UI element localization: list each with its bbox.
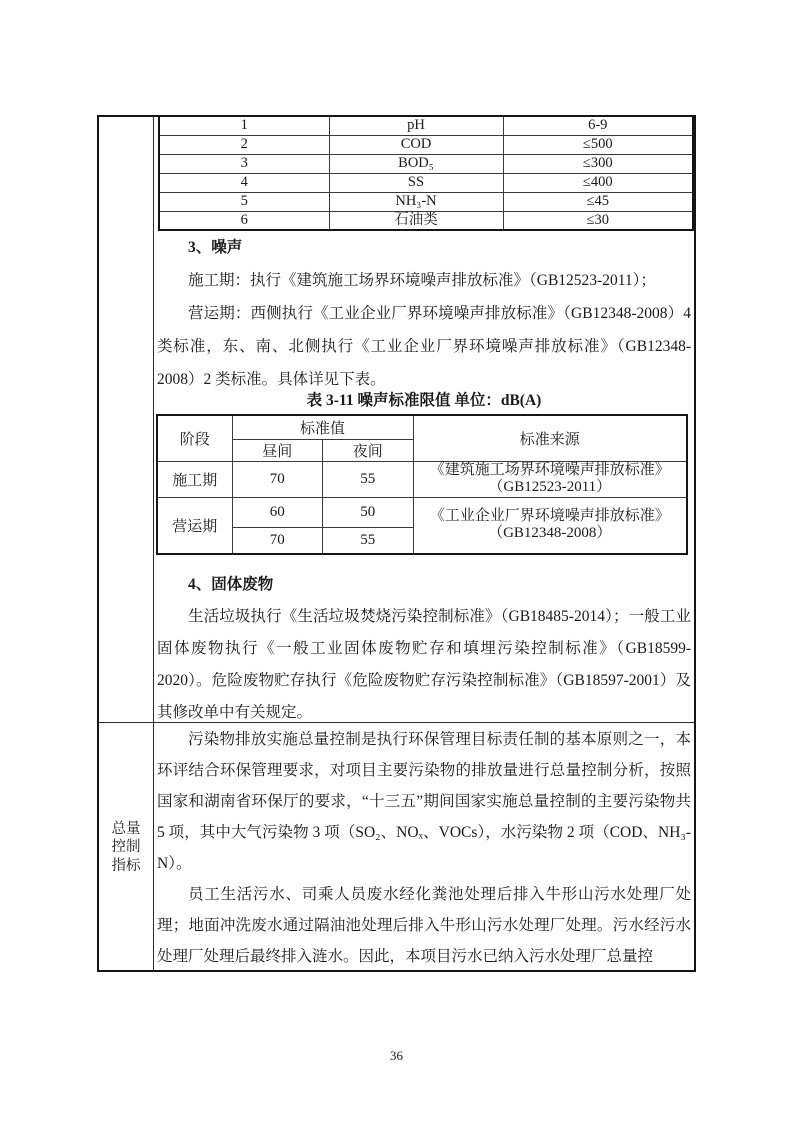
noise-standards-table: [156, 414, 688, 555]
ws-row-param: NH₃-N: [329, 192, 503, 211]
total-control-paragraph-2: 员工生活污水、司乘人员废水经化粪池处理后排入牛形山污水处理厂处理；地面冲洗废水通过隔油池处理后排入牛形山污水处理厂处理。污水经污水处理厂处理后最终排入涟水。因此，本项目污水已纳入污水处理厂总量控: [157, 886, 691, 965]
page-number: 36: [390, 1048, 403, 1063]
noise-operation-paragraph: 营运期：西侧执行《工业企业厂界环境噪声排放标准》（GB12348-2008）4 类标准，东、南、北侧执行《工业企业厂界环境噪声排放标准》（GB12348-2008）2 类标准。具体详见下表。: [157, 305, 691, 388]
table-row: [159, 116, 693, 135]
noise-table-title: 表 3-11 噪声标准限值 单位：dB(A): [306, 392, 542, 409]
ws-row-no: 5: [159, 192, 329, 211]
total-control-content-cell: [154, 723, 694, 972]
noise-construction-paragraph: 施工期：执行《建筑施工场界环境噪声排放标准》（GB12523-2011）；: [188, 272, 656, 289]
table-row: [159, 192, 693, 211]
nt-header-value: 标准值: [232, 415, 413, 439]
table-row: [159, 135, 693, 154]
wastewater-limits-table: [158, 115, 694, 231]
ws-row-no: 2: [159, 135, 329, 154]
sidebar-cell-empty: [99, 117, 154, 723]
nt-source-operation: 《工业企业厂界环境噪声排放标准》（GB12348-2008）: [413, 497, 687, 554]
nt-header-day: 昼间: [232, 439, 323, 461]
total-control-paragraph-1: 污染物排放实施总量控制是执行环保管理目标责任制的基本原则之一，本环评结合环保管理要求，对项目主要污染物的排放量进行总量控制分析，按照国家和湖南省环保厅的要求，“十三五”期间国家实施总量控制的主要污染物共 5 项，其中大气污染物 3 项（SO₂、NOₓ、VOCs），水污染物 2 项（COD、NH₃-N）。: [157, 731, 691, 872]
nt-stage-operation: 营运期: [157, 497, 232, 554]
nt-night-value: 55: [323, 527, 414, 554]
standards-content-cell: [154, 117, 694, 723]
table-row: [159, 173, 693, 192]
nt-day-value: 70: [232, 461, 323, 497]
nt-header-night: 夜间: [323, 439, 414, 461]
ws-row-no: 3: [159, 154, 329, 173]
nt-header-stage: 阶段: [157, 415, 232, 461]
nt-source-construction: 《建筑施工场界环境噪声排放标准》（GB12523-2011）: [413, 461, 687, 497]
ws-row-limit: ≤300: [503, 154, 693, 173]
ws-row-no: 4: [159, 173, 329, 192]
nt-night-value: 50: [323, 497, 414, 527]
eia-form-table: [97, 115, 696, 972]
total-control-label: 总量控制指标: [111, 820, 141, 874]
table-row-operation-1: [157, 497, 687, 527]
ws-row-param: BOD₅: [329, 154, 503, 173]
ws-row-param: SS: [329, 173, 503, 192]
nt-day-value: 70: [232, 527, 323, 554]
sidebar-cell-total-control: [99, 723, 154, 972]
table-header-row: [157, 415, 687, 439]
ws-row-limit: 6-9: [503, 116, 693, 135]
nt-day-value: 60: [232, 497, 323, 527]
ws-row-limit: ≤500: [503, 135, 693, 154]
ws-row-limit: ≤30: [503, 211, 693, 230]
solid-waste-heading: 4、固体废物: [188, 576, 274, 593]
nt-header-source: 标准来源: [413, 415, 687, 461]
ws-row-no: 1: [159, 116, 329, 135]
ws-row-limit: ≤400: [503, 173, 693, 192]
ws-row-param: pH: [329, 116, 503, 135]
table-row-construction: [157, 461, 687, 497]
ws-row-param: COD: [329, 135, 503, 154]
noise-section-heading: 3、噪声: [188, 239, 243, 256]
ws-row-no: 6: [159, 211, 329, 230]
solid-waste-paragraph: 生活垃圾执行《生活垃圾焚烧污染控制标准》（GB18485-2014）；一般工业固体废物执行《一般工业固体废物贮存和填埋污染控制标准》（GB18599-2020）。危险废物贮存执行《危险废物贮存污染控制标准》（GB18597-2001）及其修改单中有关规定。: [157, 608, 691, 721]
ws-row-limit: ≤45: [503, 192, 693, 211]
table-row: [159, 154, 693, 173]
table-row: [159, 211, 693, 230]
nt-night-value: 55: [323, 461, 414, 497]
ws-row-param: 石油类: [329, 211, 503, 230]
nt-stage-construction: 施工期: [157, 461, 232, 497]
